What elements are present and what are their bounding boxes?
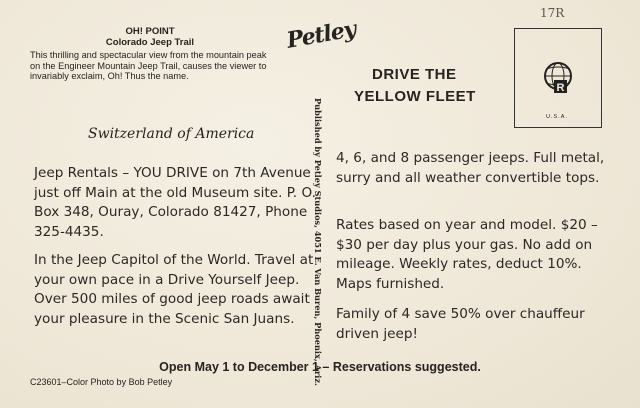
- rates-text: Rates based on year and model. $20 – $30 per day plus your gas. No add on mileage. Weekly rates, deduct 10%. Maps furnished.: [336, 217, 598, 292]
- heading-line1: DRIVE THE: [372, 66, 457, 83]
- petley-logo: Petley: [284, 16, 358, 54]
- handwritten-note: 17R: [540, 6, 565, 20]
- photo-credit: C23601–Color Photo by Bob Petley: [30, 377, 173, 387]
- rental-info: Jeep Rentals – YOU DRIVE on 7th Avenue just off Main at the old Museum site. P. O. Box 348, Ouray, Colorado 81427, Phone 325-4435.: [34, 165, 316, 240]
- stamp-country: U.S.A.: [546, 114, 568, 120]
- caption-subtitle: Colorado Jeep Trail: [105, 37, 195, 48]
- heading-line2: YELLOW FLEET: [354, 88, 476, 105]
- open-season-line: Open May 1 to December 1 – Reservations suggested.: [159, 360, 481, 374]
- stamp-box: [514, 28, 602, 128]
- tagline: Switzerland of America: [88, 126, 255, 142]
- caption-title: OH! POINT: [125, 26, 175, 37]
- globe-r-icon: [515, 29, 601, 127]
- jeep-capitol-text: In the Jeep Capitol of the World. Travel at your own pace in a Drive Yourself Jeep. Over 500 miles of good jeep roads await your pleasure in the Scenic San Juans.: [34, 252, 314, 327]
- jeep-types-text: 4, 6, and 8 passenger jeeps. Full metal, surry and all weather convertible tops.: [336, 150, 605, 186]
- caption-body: This thrilling and spectacular view from the mountain peak on the Engineer Mountain Jeep Trail, causes the viewer to invariably exclaim, Oh! Thus the name.: [30, 50, 267, 82]
- family-savings-text: Family of 4 save 50% over chauffeur driven jeep!: [336, 306, 585, 342]
- publisher-line: Published by Petley Studios, 4051 E. Van Buren, Phoenix, Ariz.: [313, 98, 323, 386]
- svg-text:R: R: [556, 82, 565, 94]
